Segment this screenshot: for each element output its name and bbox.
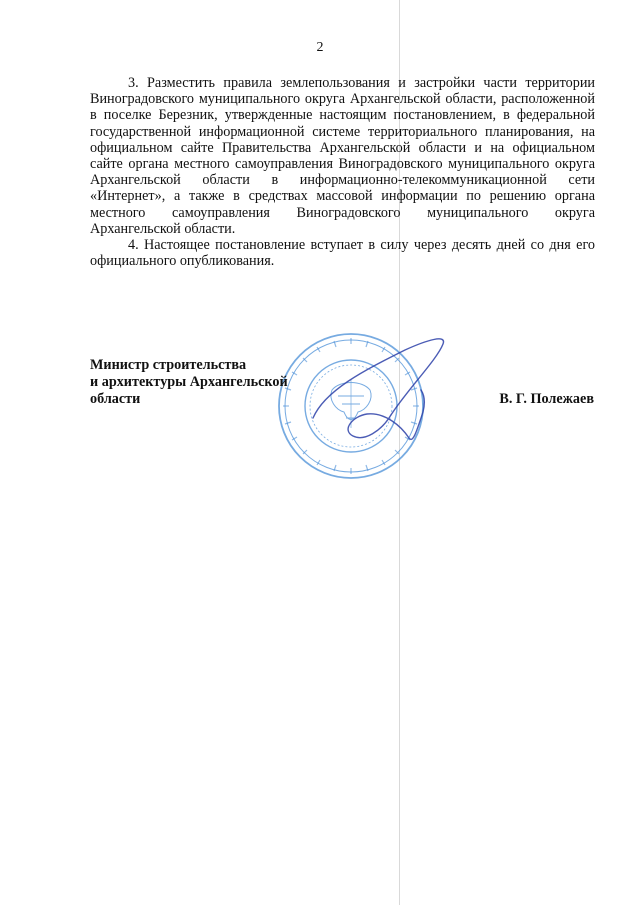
paragraph-3: 3. Разместить правила землепользования и застройки части территории Виноградовского муниципального округа Архангельской области, расположенной в поселке Березник, утвержденные настоящим постановлением, в федеральной государственной информационной системе территориального планирования, на официальном сайте Правительства Архангельской области и на официальном сайте органа местного самоуправления Виноградовского муниципального округа Архангельской области в информационно-телекоммуникационной сети «Интернет», а также в средствах массовой информации по решению органа местного самоуправления Виноградовского муниципального округа Архангельской области. xyxy=(90,75,595,237)
signatory-name: В. Г. Полежаев xyxy=(499,391,594,407)
signatory-title-line3: области xyxy=(90,391,141,407)
signatory-title-line1: Министр строительства xyxy=(90,357,247,373)
signatory-title-line2: и архитектуры Архангельской xyxy=(90,374,288,390)
page-number: 2 xyxy=(316,40,324,55)
paragraph-4: 4. Настоящее постановление вступает в силу через десять дней со дня его официального опубликования. xyxy=(90,237,595,270)
document-body xyxy=(90,75,595,269)
signatory-title xyxy=(90,357,330,408)
